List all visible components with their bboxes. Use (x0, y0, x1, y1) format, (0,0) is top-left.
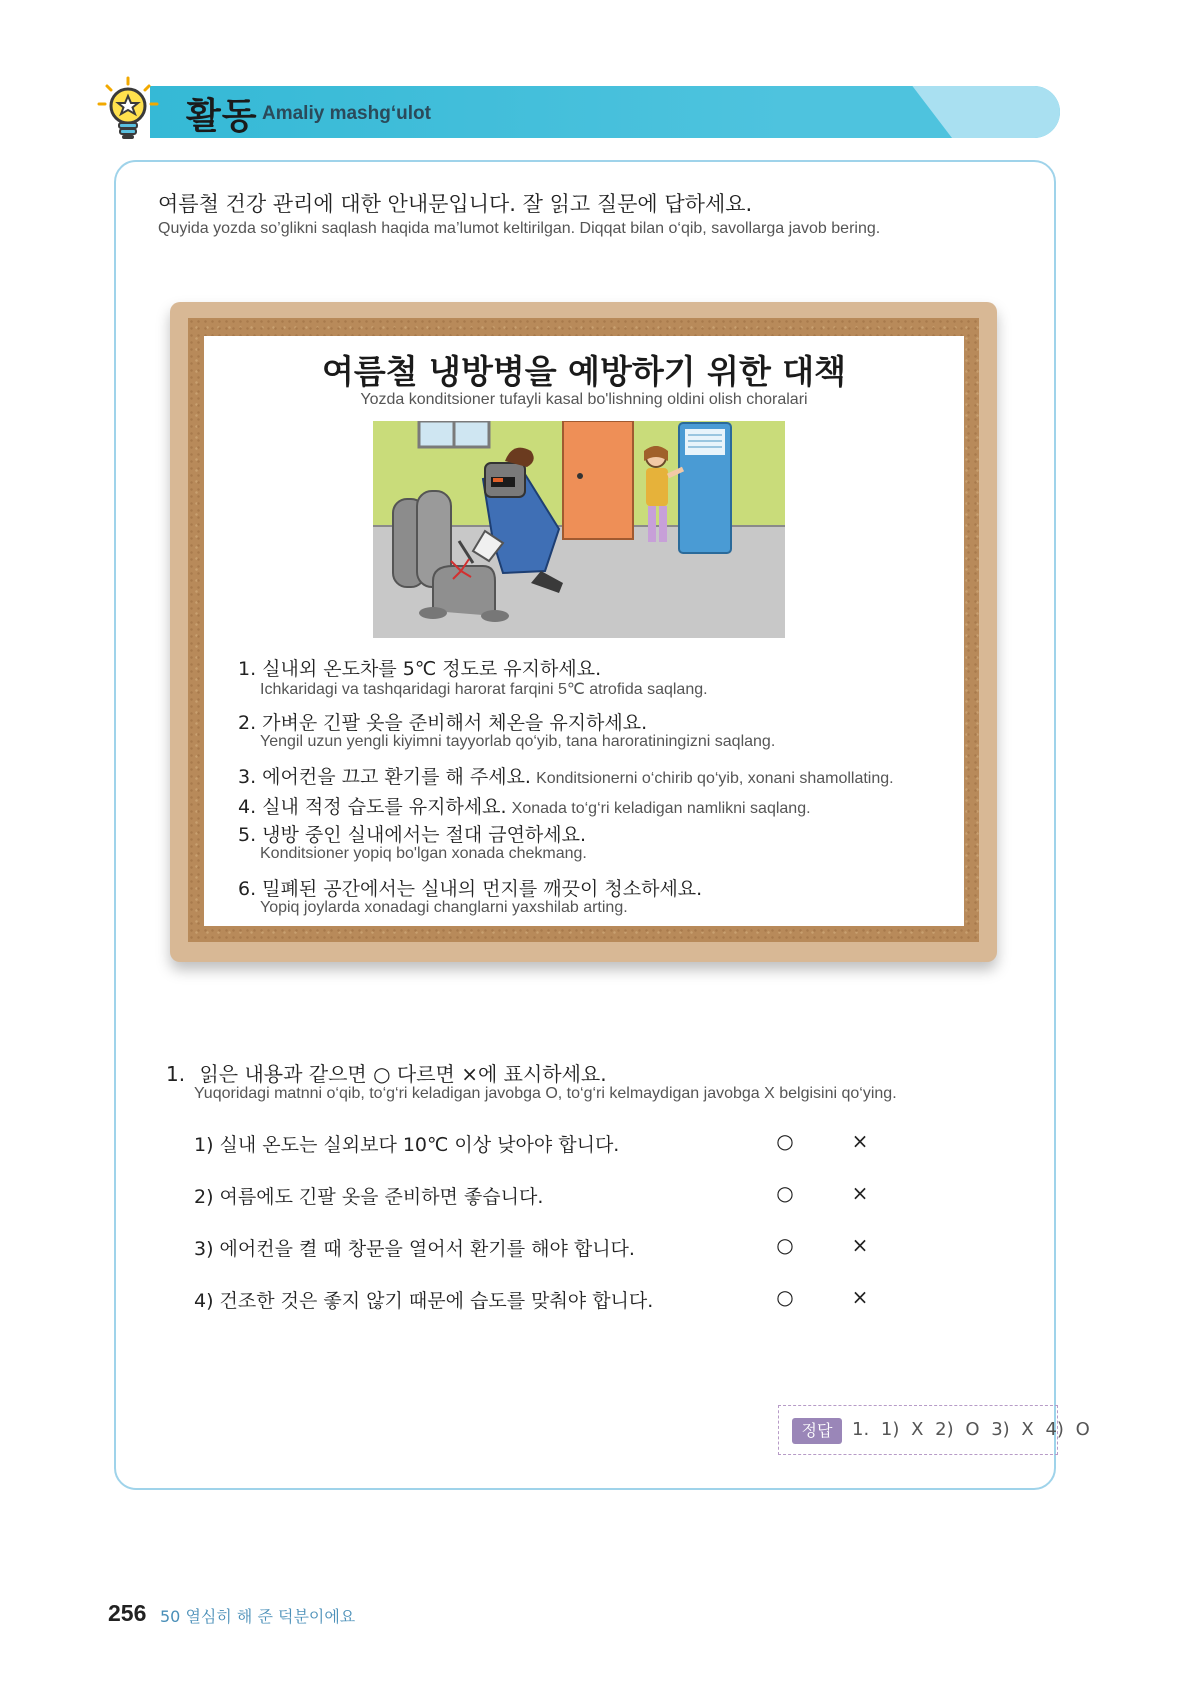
lightbulb-star-icon (95, 76, 161, 142)
rule-4-korean: 4. 실내 적정 습도를 유지하세요. (238, 796, 507, 818)
rule-2-korean: 2. 가벼운 긴팔 옷을 준비해서 체온을 유지하세요. (238, 712, 648, 734)
question-item-4: 4) 건조한 것은 좋지 않기 때문에 습도를 맞춰야 합니다. (194, 1290, 654, 1312)
x-mark-2[interactable]: × (851, 1181, 869, 1205)
poster-subtitle: Yozda konditsioner tufayli kasal bo'lishning oldini olish choralari (360, 391, 808, 408)
question-item-3: 3) 에어컨을 켤 때 창문을 열어서 환기를 해야 합니다. (194, 1238, 635, 1260)
activity-title: 활동 (186, 96, 258, 137)
answer-label: 정답 (792, 1418, 842, 1444)
poster-title: 여름철 냉방병을 예방하기 위한 대책 (321, 352, 847, 391)
rule-5-korean: 5. 냉방 중인 실내에서는 절대 금연하세요. (238, 824, 587, 846)
page-number: 256 (108, 1600, 147, 1626)
rule-3-korean: 3. 에어컨을 끄고 환기를 해 주세요. (238, 766, 531, 788)
rule-3 (238, 762, 894, 789)
chapter-title: 50 열심히 해 준 덕분이에요 (160, 1607, 356, 1626)
x-mark-3[interactable]: × (851, 1233, 869, 1257)
question-instruction-korean (166, 1058, 607, 1087)
o-mark-4[interactable]: ○ (776, 1285, 794, 1309)
rule-4 (238, 792, 811, 819)
instruction-uzbek: Quyida yozda so’glikni saqlash haqida ma’lumot keltirilgan. Diqqat bilan o‘qib, savollarga javob bering. (158, 220, 881, 237)
question-item-1: 1) 실내 온도는 실외보다 10℃ 이상 낮아야 합니다. (194, 1134, 620, 1156)
rule-2-uzbek: Yengil uzun yengli kiyimni tayyorlab qo‘yib, tana haroratiningizni saqlang. (260, 733, 776, 750)
question-instruction-uzbek: Yuqoridagi matnni o‘qib, to‘g‘ri keladigan javobga O, to‘g‘ri kelmaydigan javobga X belgisini qo‘ying. (194, 1085, 897, 1102)
rule-6-korean: 6. 밀폐된 공간에서는 실내의 먼지를 깨끗이 청소하세요. (238, 878, 703, 900)
activity-subtitle: Amaliy mashg‘ulot (262, 103, 431, 124)
x-mark-1[interactable]: × (851, 1129, 869, 1153)
rule-4-uzbek: Xonada to‘g‘ri keladigan namlikni saqlang. (511, 800, 811, 817)
rule-3-uzbek: Konditsionerni o‘chirib qo‘yib, xonani shamollating. (536, 770, 894, 787)
poster-illustration (373, 421, 785, 638)
x-mark-4[interactable]: × (851, 1285, 869, 1309)
o-mark-2[interactable]: ○ (776, 1181, 794, 1205)
rule-1-uzbek: Ichkaridagi va tashqaridagi harorat farqini 5℃ atrofida saqlang. (260, 681, 708, 698)
o-mark-3[interactable]: ○ (776, 1233, 794, 1257)
question-number: 1. (166, 1062, 186, 1086)
rule-6-uzbek: Yopiq joylarda xonadagi changlarni yaxshilab arting. (260, 899, 628, 916)
question-item-2: 2) 여름에도 긴팔 옷을 준비하면 좋습니다. (194, 1186, 544, 1208)
o-mark-1[interactable]: ○ (776, 1129, 794, 1153)
instruction-korean: 여름철 건강 관리에 대한 안내문입니다. 잘 읽고 질문에 답하세요. (158, 192, 753, 216)
answer-text: 1. 1) X 2) O 3) X 4) O (852, 1419, 1090, 1440)
rule-5-uzbek: Konditsioner yopiq bo'lgan xonada chekmang. (260, 845, 587, 862)
rule-1-korean: 1. 실내외 온도차를 5℃ 정도로 유지하세요. (238, 658, 602, 680)
question-text: 읽은 내용과 같으면 ○ 다르면 ×에 표시하세요. (199, 1062, 607, 1086)
